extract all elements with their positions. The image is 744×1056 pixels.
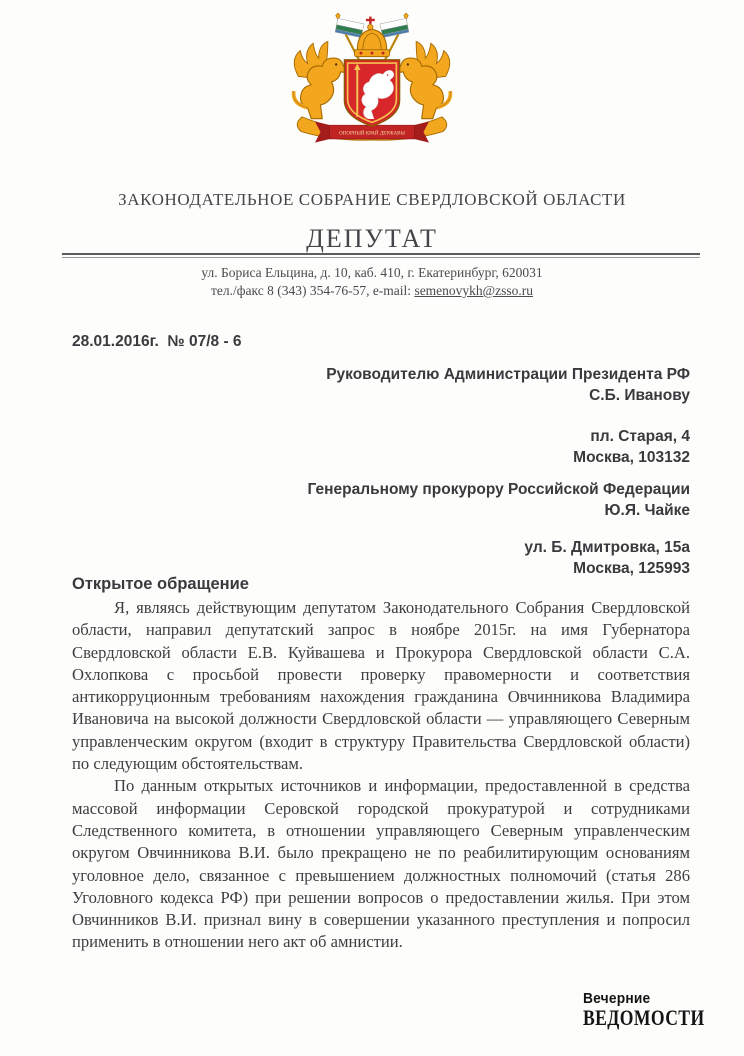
address-city: Москва, 103132 — [573, 449, 690, 466]
address-street: ул. Б. Дмитровка, 15а — [524, 539, 690, 556]
letterhead-divider — [62, 253, 700, 259]
newspaper-watermark — [583, 990, 735, 1031]
recipient-address-moscow-1 — [573, 426, 690, 468]
flag-left-icon — [335, 18, 364, 37]
shield — [344, 60, 399, 126]
recipient-block-president-administration — [326, 364, 690, 406]
date-and-number: 28.01.2016г. № 07/8 - 6 — [72, 333, 242, 350]
crown-icon — [355, 17, 390, 57]
motto-text: ОПОРНЫЙ КРАЙ ДЕРЖАВЫ — [339, 130, 405, 137]
flag-right-icon — [380, 18, 409, 37]
watermark-line-2: ВЕДОМОСТИ — [583, 1005, 705, 1030]
email-link[interactable]: semenovykh@zsso.ru — [414, 283, 533, 298]
address-city: Москва, 125993 — [573, 560, 690, 577]
address-street: пл. Старая, 4 — [590, 428, 690, 445]
letter-subject: Открытое обращение — [72, 575, 249, 593]
organization-name: ЗАКОНОДАТЕЛЬНОЕ СОБРАНИЕ СВЕРДЛОВСКОЙ ОБЛАСТИ — [118, 190, 626, 209]
letterhead-role: ДЕПУТАТ — [306, 224, 438, 253]
recipient-block-prosecutor-general — [308, 479, 690, 521]
coat-of-arms-sverdlovsk — [280, 12, 464, 150]
recipient-title: Генеральному прокурору Российской Федерации — [307, 481, 690, 498]
coat-of-arms-graphic — [280, 12, 464, 150]
letter-body — [72, 597, 690, 954]
recipient-name: Ю.Я. Чайке — [604, 502, 690, 519]
recipient-title: Руководителю Администрации Президента РФ — [326, 366, 690, 383]
watermark-line-1: Вечерние — [583, 990, 651, 1007]
body-paragraph-1: Я, являясь действующим депутатом Законодательного Собрания Свердловской области, направил депутатский запрос в ноябре 2015г. на имя Губернатора Свердловской области Е.В. Куйвашева и Прокурора Свердловской области С.А. Охлопкова с просьбой провести проверку правомерности и соответствия антикорруционным требованиям нахождения гражданина Овчинникова Владимира Ивановича на высокой должности Свердловской области — управляющего Северным управленческим округом (входит в структуру Правительства Свердловской области) по следующим обстоятельствам. — [72, 598, 690, 774]
letterhead-contact — [0, 283, 744, 299]
contact-prefix: тел./факс 8 (343) 354-76-57, e-mail: — [211, 283, 415, 298]
recipient-name: С.Б. Иванову — [589, 387, 690, 404]
body-paragraph-2: По данным открытых источников и информации, предоставленной в средства массовой информации Серовской городской прокуратурой и сотрудниками Следственного комитета, в отношении управляющего Северным управленческим округом Овчинникова В.И. было прекращено не по реабилитирующим основаниям уголовное дело, связанное с превышением должностных полномочий (статья 286 Уголовного кодекса РФ) при решении вопросов о предоставлении жилья. При этом Овчинников В.И. признал вину в совершении указанного преступления и попросил применить в отношении него акт об амнистии. — [72, 776, 690, 952]
recipient-address-moscow-2 — [524, 537, 690, 579]
letterhead-address: ул. Бориса Ельцина, д. 10, каб. 410, г. Екатеринбург, 620031 — [201, 265, 543, 280]
